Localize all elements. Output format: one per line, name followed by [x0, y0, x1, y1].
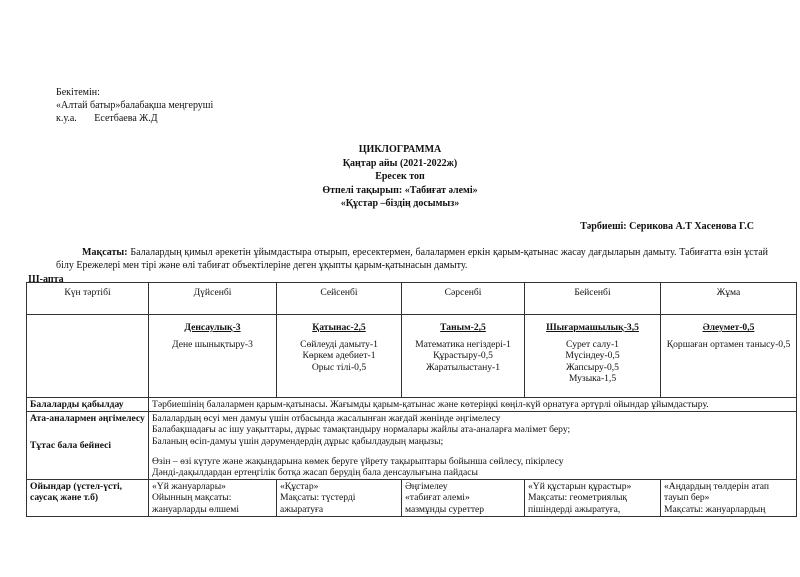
games-tuesday: [277, 480, 402, 517]
group-line: Ересек топ: [375, 171, 425, 182]
games-line: «Құстар»: [280, 481, 319, 493]
subject-item: Дене шынықтыру-3: [172, 339, 253, 351]
header-schedule: Күн тәртібі: [27, 283, 149, 315]
approval-line-3: к.у.а. Есетбаева Ж.Д: [56, 113, 158, 124]
subject-item: Математика негіздері-1: [415, 339, 511, 351]
games-label: Ойындар (үстел-үсті, саусақ және т.б): [27, 480, 149, 517]
cyclogram-table: [26, 282, 797, 517]
games-wednesday: [402, 480, 525, 517]
parents-text-cell: [149, 412, 797, 480]
subject-item: Жапсыру-0,5: [566, 361, 619, 373]
subject-item: Сөйлеуді дамыту-1: [300, 339, 378, 351]
goal-text: Балалардың қимыл әрекетін ұйымдастыра отырып, ересектермен, балалармен еркін қарым-қатынас жасау дағдыларын дамыту. Табиғатта өзін ұстай білу Ережелері мен тірі және өлі табиғат объектілеріне деген ұқыпты қарым-қатынасын дамыту.: [56, 247, 768, 271]
subject-item: Орыс тілі-0,5: [311, 361, 367, 373]
parents-line: Баланың өсіп-дамуы үшін дәрумендердің дұрыс қабылдаудың маңызы;: [152, 435, 444, 447]
teachers-line: Тәрбиеші: Серикова А.Т Хасенова Г.С: [580, 221, 754, 232]
games-monday: [149, 480, 277, 517]
subject-title: Қатынас-2,5: [312, 322, 366, 333]
games-line: тауып бер»: [664, 492, 710, 504]
subjects-tuesday: [277, 315, 402, 398]
approval-line-2: «Алтай батыр»балабақша меңгеруші: [56, 100, 214, 111]
parents-line: Дәнді-дақылдардан ертеңгілік ботқа жасап берудің бала денсаулығына пайдасы: [152, 467, 478, 479]
header-friday: Жұма: [661, 283, 797, 315]
subject-item: Көркем әдебиет-1: [302, 350, 376, 362]
subject-title: Шығармашылық-3,5: [546, 322, 639, 333]
document-heading: [0, 143, 800, 211]
games-line: ажыратуға: [280, 503, 324, 515]
games-line: «табиғат әлемі»: [405, 492, 470, 504]
subtopic-line: «Құстар –біздің досымыз»: [340, 198, 460, 209]
reception-row: [27, 398, 797, 412]
games-line: Мақсаты: түстерді: [280, 492, 356, 504]
week-label: ІІІ-апта: [28, 274, 64, 285]
subject-item: Мүсіндеу-0,5: [565, 350, 620, 362]
subjects-empty-cell: [27, 315, 149, 398]
subject-item: Жаратылыстану-1: [425, 361, 501, 373]
subject-title: Денсаулық-3: [184, 322, 241, 333]
games-line: «Үй құстарын құрастыр»: [528, 481, 632, 493]
games-line: пішіндерді ажыратуға,: [528, 503, 621, 515]
month-line: Қаңтар айы (2021-2022ж): [342, 157, 458, 169]
goal-label: Мақсаты:: [82, 247, 128, 258]
subjects-thursday: [525, 315, 661, 398]
games-line: «Аңдардың төлдерін атап: [664, 481, 770, 493]
games-line: Мақсаты: геометриялық: [528, 492, 628, 504]
games-row: [27, 480, 797, 517]
games-line: Әңгімелеу: [405, 481, 448, 493]
subject-title: Әлеумет-0,5: [702, 322, 755, 333]
games-line: Мақсаты: жануарлардың: [664, 503, 766, 515]
whole-child-label: Тұтас бала бейнесі: [30, 440, 112, 452]
approval-line-1: Бекітемін:: [56, 87, 100, 98]
subject-item: Сурет салу-1: [566, 339, 619, 351]
header-wednesday: Сәрсенбі: [402, 283, 525, 315]
header-tuesday: Сейсенбі: [277, 283, 402, 315]
games-line: мазмұнды суреттер: [405, 503, 485, 515]
document-title: ЦИКЛОГРАММА: [358, 144, 442, 155]
parents-label-cell: [27, 412, 149, 480]
reception-text: Тәрбиешінің балалармен қарым-қатынасы. Жағымды қарым-қатынас және көтеріңкі көңіл-күй орнатуға әртүрлі ойындар ұйымдастыру.: [149, 398, 797, 412]
subject-title: Таным-2,5: [440, 322, 486, 333]
parents-line: Балабақшадағы ас ішу уақыттары, дұрыс тамақтандыру нормалары жайлы ата-аналарға мәлімет беру;: [152, 424, 571, 436]
subject-item: Қоршаған ортамен танысу-0,5: [666, 339, 791, 351]
subject-item: Музыка-1,5: [568, 372, 617, 384]
subjects-wednesday: [402, 315, 525, 398]
games-line: «Үй жануарлары»: [152, 481, 226, 493]
subjects-row: [27, 315, 797, 398]
reception-label: Балаларды қабылдау: [27, 398, 149, 412]
header-thursday: Бейсенбі: [525, 283, 661, 315]
games-thursday: [525, 480, 661, 517]
header-monday: Дүйсенбі: [149, 283, 277, 315]
games-line: Ойынның мақсаты:: [152, 492, 232, 504]
goal-paragraph: [56, 246, 768, 272]
parents-line: Өзін – өзі күтуге және жақындарына көмек беруге үйрету тақырыптары бойынша сөйлесу, пікірлесу: [152, 455, 564, 467]
parents-row: [27, 412, 797, 480]
approval-block: [56, 86, 213, 125]
parents-label: Ата-аналармен әңгімелесу: [30, 413, 145, 425]
games-line: жануарларды өлшемі: [152, 503, 240, 515]
topic-line: Өтпелі тақырып: «Табиғат әлемі»: [322, 184, 478, 196]
subject-item: Құрастыру-0,5: [433, 350, 493, 362]
table-header-row: [27, 283, 797, 315]
parents-line: Балалардың өсуі мен дамуы үшін отбасында жасалынған жағдай жөнінде әңгімелесу: [152, 413, 501, 425]
subjects-monday: [149, 315, 277, 398]
subjects-friday: [661, 315, 797, 398]
games-friday: [661, 480, 797, 517]
